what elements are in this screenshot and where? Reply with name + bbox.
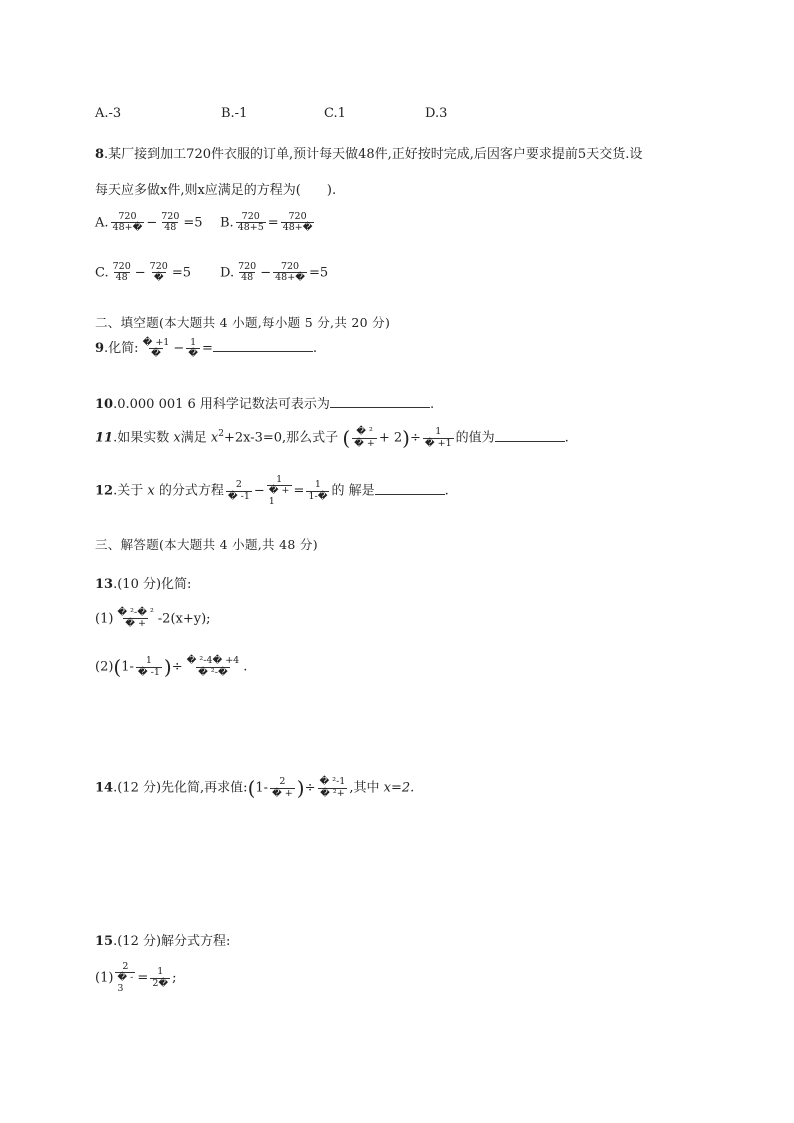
answer-blank bbox=[330, 395, 430, 408]
choice-label: C. bbox=[95, 265, 109, 281]
option-c: C.1 bbox=[324, 106, 346, 121]
question-text: .化简: bbox=[104, 341, 139, 356]
fraction: $\frac{\text{� ²-1}}{\text{� ²+}}$ bbox=[319, 776, 346, 799]
question-text: .如果实数 bbox=[113, 430, 170, 446]
option-d: D.3 bbox=[425, 106, 448, 121]
operator: − bbox=[253, 483, 265, 499]
choice-label: D. bbox=[220, 265, 235, 281]
operator: = bbox=[267, 215, 279, 231]
choice-8d bbox=[220, 262, 328, 284]
question-15 bbox=[95, 930, 230, 949]
question-number: 11 bbox=[95, 430, 114, 446]
part-label: (1) bbox=[95, 970, 114, 986]
expression: 1- bbox=[255, 780, 269, 796]
close-paren: ) bbox=[296, 776, 305, 800]
question-number: 15 bbox=[95, 934, 114, 949]
question-13-part1 bbox=[95, 608, 211, 630]
question-text: +2x-3=0,那么式子 bbox=[223, 430, 339, 446]
fraction: $\frac{2}{� -1}$ bbox=[227, 479, 250, 502]
fraction: $\frac{\text{� ²-� ²}}{� +}$ bbox=[117, 607, 154, 630]
open-paren: ( bbox=[113, 655, 122, 679]
divide-sign: ÷ bbox=[409, 430, 421, 446]
fraction: $\frac{720}{48}$ bbox=[238, 261, 257, 284]
question-text: .(10 分)化简: bbox=[113, 577, 192, 592]
fraction: $\frac{1}{� +1}$ bbox=[424, 426, 452, 449]
close-paren: ) bbox=[163, 655, 172, 679]
variable: x bbox=[173, 430, 181, 446]
fraction: 2 � - 3 bbox=[117, 961, 134, 994]
close-paren: ) bbox=[402, 426, 410, 450]
fraction: $\frac{720}{�}$ bbox=[149, 261, 168, 284]
divide-sign: ÷ bbox=[171, 659, 183, 675]
fraction: $\frac{720}{48}$ bbox=[161, 211, 180, 234]
fraction: $\frac{2}{� +}$ bbox=[272, 776, 293, 799]
question-text: 的值为 bbox=[455, 430, 495, 446]
fraction: $\frac{720}{48+�}$ bbox=[112, 211, 143, 234]
open-paren: ( bbox=[247, 776, 256, 800]
tail: =5 bbox=[171, 265, 191, 281]
question-13 bbox=[95, 573, 191, 592]
choice-8b bbox=[220, 212, 316, 234]
fraction: $\frac{1}{�}$ bbox=[188, 336, 198, 359]
condition: x=2. bbox=[383, 780, 415, 796]
question-text: ,其中 bbox=[349, 780, 380, 796]
expression: -2(x+y); bbox=[157, 611, 211, 627]
fraction: $\frac{1}{� -1}$ bbox=[137, 655, 160, 678]
fraction: $\frac{720}{48+�}$ bbox=[275, 261, 305, 284]
operator: − bbox=[260, 265, 272, 281]
variable: x bbox=[210, 430, 219, 446]
question-14 bbox=[95, 776, 414, 800]
choice-8c bbox=[95, 262, 191, 284]
question-text: .(12 分)先化简,再求值: bbox=[113, 780, 248, 796]
operator: − bbox=[173, 341, 185, 356]
fraction: $\frac{720}{48+5}$ bbox=[237, 211, 264, 234]
question-number: 14 bbox=[95, 780, 114, 796]
question-text: 的 解是 bbox=[331, 483, 375, 499]
answer-blank bbox=[495, 429, 565, 442]
open-paren: ( bbox=[342, 426, 351, 450]
tail: =5 bbox=[183, 215, 203, 231]
part-label: (2) bbox=[95, 659, 114, 675]
fraction: $\frac{1}{1-�}$ bbox=[308, 479, 328, 502]
question-text: .0.000 001 6 用科学记数法可表示为 bbox=[113, 397, 330, 412]
question-number: 9 bbox=[95, 341, 105, 356]
part-label: (1) bbox=[95, 611, 114, 627]
variable: x bbox=[147, 483, 155, 499]
section-2-heading: 二、填空题(本大题共 4 小题,每小题 5 分,共 20 分) bbox=[95, 315, 391, 330]
question-number: 10 bbox=[95, 397, 114, 412]
question-text: .(12 分)解分式方程: bbox=[113, 934, 231, 949]
fraction: $\frac{\text{� ²-4� +4}}{\text{� ²-�}}$ bbox=[186, 655, 240, 678]
fraction: 1 � + 1 bbox=[268, 474, 290, 507]
option-b: B.-1 bbox=[221, 106, 248, 121]
equals: = bbox=[137, 970, 149, 986]
fraction: $\frac{720}{48+�}$ bbox=[282, 211, 313, 234]
question-8-line2: 每天应多做x件,则x应满足的方程为( ). bbox=[95, 183, 337, 198]
question-10: 10.0.000 001 6 用科学记数法可表示为 . bbox=[95, 397, 435, 412]
question-number: 8 bbox=[95, 147, 105, 162]
question-12: 12.关于 x 的分式方程 $\frac{2}{� -1}$ − 1 � + 1 = $\frac{1}{1-�}$ 的 解是 . bbox=[95, 474, 449, 507]
question-text: 满足 bbox=[180, 430, 207, 446]
question-13-part2 bbox=[95, 655, 247, 679]
equals: = bbox=[293, 483, 305, 499]
question-15-part1 bbox=[95, 962, 177, 994]
semicolon: ; bbox=[172, 970, 177, 986]
operator: + 2 bbox=[378, 430, 403, 446]
question-11: 11.如果实数 x满足 $x^2+2x-3=0$,那么式子 ( $\frac{\text{� ²}}{� +}$ + 2)÷ $\frac{1}{� +1}$ 的值为 . bbox=[95, 426, 569, 450]
question-8-line1 bbox=[95, 143, 642, 162]
fraction: $\frac{\text{� ²}}{� +}$ bbox=[354, 426, 375, 449]
divide-sign: ÷ bbox=[304, 780, 316, 796]
section-3-heading: 三、解答题(本大题共 4 小题,共 48 分) bbox=[95, 537, 318, 552]
fraction: $\frac{� +1}{�}$ bbox=[142, 336, 170, 359]
question-9: 9.化简: $\frac{� +1}{�}$ − $\frac{1}{�}$ = . bbox=[95, 336, 318, 359]
question-text: 的分式方程 bbox=[158, 483, 224, 499]
option-a: A.-3 bbox=[95, 106, 122, 121]
choice-8a bbox=[95, 212, 203, 234]
tail: =5 bbox=[308, 265, 329, 281]
question-number: 12 bbox=[95, 483, 114, 499]
operator: − bbox=[146, 215, 158, 231]
question-number: 13 bbox=[95, 577, 114, 592]
expression: 1- bbox=[121, 659, 134, 675]
equals: = bbox=[201, 341, 213, 356]
answer-blank bbox=[213, 339, 313, 352]
question-text: .关于 bbox=[113, 483, 144, 499]
question-text: .某厂接到加工720件衣服的订单,预计每天做48件,正好按时完成,后因客户要求提前5天交货.设 bbox=[104, 147, 643, 162]
answer-blank bbox=[375, 482, 445, 495]
fraction: $\frac{720}{48}$ bbox=[112, 261, 131, 284]
operator: − bbox=[134, 265, 146, 281]
exponent: 2 bbox=[218, 429, 224, 440]
period: . bbox=[243, 659, 248, 675]
fraction: $\frac{1}{2�}$ bbox=[152, 966, 169, 989]
choice-label: A. bbox=[95, 215, 109, 231]
choice-label: B. bbox=[220, 215, 234, 231]
